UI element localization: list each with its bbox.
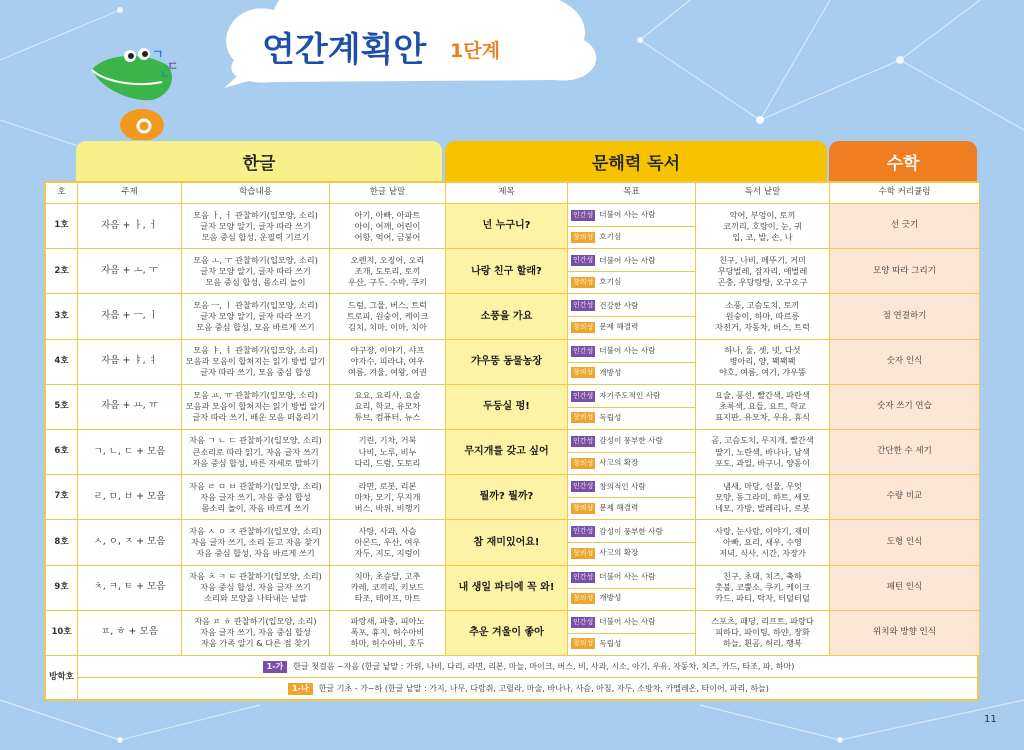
cell-line: 요술, 풍선, 빨간색, 파란색 xyxy=(715,390,810,401)
row-book-title: 내 생일 파티에 꼭 와! xyxy=(446,565,568,610)
cell-line: 요리, 학교, 유모차 xyxy=(354,401,421,412)
goal-badge: 창의성 xyxy=(573,368,594,377)
goal-badge: 창의성 xyxy=(573,548,594,557)
cell-line: 김치, 치마, 이마, 치아 xyxy=(348,322,427,332)
row-words xyxy=(330,475,446,520)
cell-line: 사랑, 눈사람, 이야기, 재미 xyxy=(715,525,810,536)
goal-text: 문제 해결력 xyxy=(599,503,639,513)
table-row xyxy=(46,294,980,339)
row-goal xyxy=(568,294,696,339)
cell-line: 악어, 부엉이, 토끼 xyxy=(729,209,796,220)
goal-line-2 xyxy=(568,407,695,428)
cell-line: 파랑새, 파충, 피아노 xyxy=(350,616,425,627)
cell-line: 친구, 초대, 치즈, 축하 xyxy=(723,571,802,581)
crocodile-mascot-icon xyxy=(82,40,192,140)
row-read-words xyxy=(696,520,830,565)
goal-badge: 인간성 xyxy=(573,437,594,446)
row-content xyxy=(182,204,330,249)
table-row xyxy=(46,384,980,429)
row-math: 숫자 쓰기 연습 xyxy=(830,384,980,429)
row-words xyxy=(330,294,446,339)
row-content xyxy=(182,610,330,655)
row-number: 4호 xyxy=(46,339,78,384)
cell-line: 카드, 파티, 탁자, 터덜터덜 xyxy=(715,593,810,604)
cell-line: 촛불, 코뿔소, 쿠키, 케이크 xyxy=(715,582,810,593)
goal-badge: 창의성 xyxy=(573,458,594,467)
row-content xyxy=(182,384,330,429)
header-content: 학습내용 xyxy=(182,183,330,204)
header-goal: 목표 xyxy=(568,183,696,204)
cell-line: 자전거, 자동차, 버스, 트럭 xyxy=(715,322,810,332)
row-read-words xyxy=(696,610,830,655)
goal-text: 호기심 xyxy=(599,277,622,287)
cell-line: 폭포, 휴지, 허수아비 xyxy=(350,627,425,638)
cell-line: 하늘, 흰곰, 허리, 행복 xyxy=(723,638,802,649)
goal-line-1 xyxy=(568,250,695,271)
cell-line: 모음 ㅑ, ㅕ 관찰하기(입모양, 소리) xyxy=(193,345,318,356)
cell-line: 몸소리 놀이, 자음 바르게 쓰기 xyxy=(201,502,310,513)
row-goal xyxy=(568,565,696,610)
row-content xyxy=(182,520,330,565)
svg-text:ㄱ: ㄱ xyxy=(152,47,164,61)
cell-line: 자음 중심 합성, 자음 글자 쓰기 xyxy=(200,582,311,593)
goal-badge: 창의성 xyxy=(573,594,594,603)
goal-badge: 인간성 xyxy=(573,572,594,581)
row-math: 선 긋기 xyxy=(830,204,980,249)
row-goal xyxy=(568,429,696,474)
cell-line: 기린, 기차, 거북 xyxy=(358,435,417,446)
cell-line: 사탕, 사과, 사슴 xyxy=(358,525,417,536)
goal-text: 더불어 사는 사람 xyxy=(599,255,656,265)
table-row xyxy=(46,249,980,294)
cell-line: 조개, 도토리, 토끼 xyxy=(354,265,421,276)
cell-line: 친구, 나비, 메뚜기, 거미 xyxy=(719,254,806,265)
row-book-title: 두둥실 펑! xyxy=(446,384,568,429)
cell-line: 글자 모양 알기, 글자 따라 쓰기 xyxy=(200,265,311,276)
goal-line-1 xyxy=(568,431,695,452)
row-content xyxy=(182,429,330,474)
cell-line: 큰소리로 따라 읽기, 자음 글자 쓰기 xyxy=(192,446,319,457)
header-words: 한글 낱말 xyxy=(330,183,446,204)
goal-badge: 창의성 xyxy=(573,322,594,331)
vacation-badge-2: 1-나 xyxy=(288,683,313,695)
cell-line: 야자수, 피라냐, 여우 xyxy=(350,356,425,367)
row-read-words xyxy=(696,384,830,429)
cell-line: 네모, 가방, 발레리나, 로봇 xyxy=(715,502,810,513)
row-content xyxy=(182,294,330,339)
goal-line-2 xyxy=(568,316,695,337)
goal-text: 사고의 확장 xyxy=(599,457,639,467)
row-math: 위치와 방향 인식 xyxy=(830,610,980,655)
goal-line-2 xyxy=(568,497,695,518)
goal-text: 감성이 풍부한 사람 xyxy=(599,526,663,536)
header-read-words: 독서 낱말 xyxy=(696,183,830,204)
category-math: 수학 xyxy=(829,141,977,181)
goal-text: 사고의 확장 xyxy=(599,548,639,558)
row-topic: ㅅ, ㅇ, ㅈ + 모음 xyxy=(78,520,182,565)
goal-badge: 인간성 xyxy=(573,211,594,220)
goal-badge: 창의성 xyxy=(573,639,594,648)
cell-line: 자음 ㅍ ㅎ 관찰하기(입모양, 소리) xyxy=(194,616,317,627)
cell-line: 아빠, 요리, 새우, 수영 xyxy=(723,536,802,547)
cell-line: 모음 중심 합성, 운필력 기르기 xyxy=(201,231,310,242)
row-book-title: 소풍을 가요 xyxy=(446,294,568,339)
goal-line-2 xyxy=(568,542,695,563)
cell-line: 자음 중심 합성, 바른 자세로 말하기 xyxy=(192,457,319,468)
vacation-line-1 xyxy=(78,656,980,678)
row-content xyxy=(182,475,330,520)
row-number: 5호 xyxy=(46,384,78,429)
row-topic: ㄱ, ㄴ, ㄷ + 모음 xyxy=(78,429,182,474)
row-words xyxy=(330,384,446,429)
table-header-row xyxy=(46,183,980,204)
cell-line: 하나, 둘, 셋, 넷, 다섯 xyxy=(724,345,801,356)
goal-line-1 xyxy=(568,386,695,407)
goal-text: 더불어 사는 사람 xyxy=(599,617,656,627)
row-number: 3호 xyxy=(46,294,78,339)
cell-line: 모음 ㅡ, ㅣ 관찰하기(입모양, 소리) xyxy=(193,299,318,310)
cell-line: 여름, 겨울, 여왕, 여권 xyxy=(348,367,427,378)
goal-line-2 xyxy=(568,362,695,383)
goal-badge: 창의성 xyxy=(573,503,594,512)
cell-line: 소풍, 고슴도치, 토끼 xyxy=(725,299,800,310)
goal-line-1 xyxy=(568,476,695,497)
cell-line: 자음 ㄹ ㅁ ㅂ 관찰하기(입모양, 소리) xyxy=(189,480,322,491)
row-book-title: 넌 누구니? xyxy=(446,204,568,249)
row-math: 패턴 인식 xyxy=(830,565,980,610)
cell-line: 마차, 모기, 무지개 xyxy=(354,491,421,502)
goal-text: 더불어 사는 사람 xyxy=(599,346,656,356)
cell-line: 모음 ㅏ, ㅓ 관찰하기(입모양, 소리) xyxy=(193,209,318,220)
cell-line: 오렌지, 오징어, 오리 xyxy=(350,254,425,265)
row-math: 도형 인식 xyxy=(830,520,980,565)
row-topic: 자음 + ㅑ, ㅕ xyxy=(78,339,182,384)
header-book: 제목 xyxy=(446,183,568,204)
row-read-words xyxy=(696,249,830,294)
goal-line-1 xyxy=(568,567,695,588)
cell-line: 치마, 초승달, 고추 xyxy=(354,571,421,581)
cell-line: 하마, 허수아비, 호두 xyxy=(350,638,425,649)
row-words xyxy=(330,339,446,384)
cell-line: 코끼리, 호랑이, 눈, 귀 xyxy=(723,220,802,231)
cell-line: 자음 ㅅ ㅇ ㅈ 관찰하기(입모양, 소리) xyxy=(189,525,322,536)
row-read-words xyxy=(696,565,830,610)
cell-line: 자음 가족 알기 & 다른 점 찾기 xyxy=(200,638,310,649)
cell-line: 병아리, 양, 꽥꽥꽥 xyxy=(729,356,796,367)
cell-line: 모음 중심 합성, 몸소리 놀이 xyxy=(205,276,306,287)
row-book-title: 추운 겨울이 좋아 xyxy=(446,610,568,655)
cell-line: 글자 따라 쓰기, 모음 중심 합성 xyxy=(200,367,311,378)
row-number: 10호 xyxy=(46,610,78,655)
cell-line: 카레, 코끼리, 키보드 xyxy=(350,582,425,593)
goal-line-2 xyxy=(568,633,695,654)
goal-line-2 xyxy=(568,588,695,609)
row-number: 1호 xyxy=(46,204,78,249)
row-math: 간단한 수 세기 xyxy=(830,429,980,474)
svg-text:ㄴ: ㄴ xyxy=(160,70,170,81)
goal-line-2 xyxy=(568,452,695,473)
goal-text: 개방성 xyxy=(599,593,622,603)
row-topic: ㅊ, ㅋ, ㅌ + 모음 xyxy=(78,565,182,610)
goal-line-1 xyxy=(568,521,695,542)
row-words xyxy=(330,520,446,565)
goal-badge: 인간성 xyxy=(573,391,594,400)
row-topic: 자음 + ㅛ, ㅠ xyxy=(78,384,182,429)
goal-line-1 xyxy=(568,341,695,362)
cell-line: 모음 ㅛ, ㅠ 관찰하기(입모양, 소리) xyxy=(193,390,318,401)
table-row xyxy=(46,475,980,520)
cell-line: 아이, 어깨, 어린이 xyxy=(354,220,421,231)
table-row xyxy=(46,610,980,655)
row-goal xyxy=(568,249,696,294)
row-read-words xyxy=(696,339,830,384)
table-row xyxy=(46,339,980,384)
table-row xyxy=(46,520,980,565)
cell-line: 스포츠, 패딩, 리프트, 파랑다 xyxy=(711,616,814,627)
cell-line: 자음 ㄱ ㄴ ㄷ 관찰하기(입모양, 소리) xyxy=(189,435,322,446)
row-read-words xyxy=(696,204,830,249)
goal-text: 창의적인 사람 xyxy=(599,481,646,491)
cell-line: 라면, 로봇, 리본 xyxy=(358,480,417,491)
cell-line: 모음 ㅗ, ㅜ 관찰하기(입모양, 소리) xyxy=(193,254,318,265)
goal-text: 자기주도적인 사람 xyxy=(599,391,661,401)
cell-line: 요요, 요리사, 요술 xyxy=(354,390,421,401)
row-goal xyxy=(568,520,696,565)
cell-line: 야호, 여름, 여기, 갸우뚱 xyxy=(719,367,806,378)
row-number: 7호 xyxy=(46,475,78,520)
cell-line: 어항, 억어, 금붕어 xyxy=(354,231,421,242)
cell-line: 포도, 과일, 바구니, 양동이 xyxy=(715,457,810,468)
cell-line: 트로피, 원숭이, 케이크 xyxy=(346,310,429,321)
cell-line: 글자 따라 쓰기, 배운 모음 떠올리기 xyxy=(192,412,319,423)
row-read-words xyxy=(696,475,830,520)
row-content xyxy=(182,339,330,384)
row-content xyxy=(182,249,330,294)
category-hangul: 한글 xyxy=(76,141,442,181)
cell-line: 곤충, 우당탕탕, 오구오구 xyxy=(717,276,808,287)
goal-badge: 인간성 xyxy=(573,482,594,491)
row-topic: 자음 + ㅗ, ㅜ xyxy=(78,249,182,294)
cell-line: 무당벌레, 잠자리, 애벌레 xyxy=(717,265,808,276)
row-goal xyxy=(568,204,696,249)
row-number: 2호 xyxy=(46,249,78,294)
goal-text: 문제 해결력 xyxy=(599,322,639,332)
cell-line: 다리, 드럼, 도토리 xyxy=(354,457,421,468)
row-words xyxy=(330,610,446,655)
row-read-words xyxy=(696,429,830,474)
goal-text: 더불어 사는 사람 xyxy=(599,571,656,581)
row-goal xyxy=(568,475,696,520)
cell-line: 곰, 고슴도치, 무지개, 빨간색 xyxy=(711,435,814,446)
goal-text: 독립성 xyxy=(599,638,622,648)
vacation-row-1 xyxy=(46,656,980,678)
goal-badge: 인간성 xyxy=(573,301,594,310)
goal-line-2 xyxy=(568,226,695,247)
header-math: 수학 커리큘럼 xyxy=(830,183,980,204)
goal-badge: 인간성 xyxy=(573,527,594,536)
row-math: 점 연결하기 xyxy=(830,294,980,339)
row-topic: 자음 + ㅡ, ㅣ xyxy=(78,294,182,339)
row-number: 6호 xyxy=(46,429,78,474)
cell-line: 나비, 노루, 비누 xyxy=(358,446,417,457)
cell-line: 자두, 지도, 지렁이 xyxy=(354,547,421,558)
cell-line: 모음과 모음이 합쳐지는 읽기 방법 알기 xyxy=(185,401,326,412)
cell-line: 냄새, 마당, 선물, 무엇 xyxy=(723,480,802,491)
goal-line-1 xyxy=(568,295,695,316)
vacation-text-2: 한글 기초 - 가~하 (한글 낱말 : 가지, 나무, 다람쥐, 고릴라, 마술, 바나나, 사슴, 아침, 자두, 소방차, 카멜레온, 타이어, 파리, 하늘) xyxy=(318,683,769,693)
table-row xyxy=(46,429,980,474)
cell-line: 튜브, 컴퓨터, 뉴스 xyxy=(354,412,421,423)
row-book-title: 무지개를 갖고 싶어 xyxy=(446,429,568,474)
goal-text: 감성이 풍부한 사람 xyxy=(599,436,663,446)
goal-badge: 인간성 xyxy=(573,256,594,265)
row-math: 수량 비교 xyxy=(830,475,980,520)
page-title: 연간계획안 xyxy=(262,30,427,70)
vacation-label: 방학호 xyxy=(46,656,78,700)
cell-line: 드럼, 그물, 버스, 트럭 xyxy=(348,299,427,310)
goal-line-1 xyxy=(568,205,695,226)
goal-badge: 창의성 xyxy=(573,413,594,422)
page-number: 11 xyxy=(984,714,997,725)
goal-line-2 xyxy=(568,271,695,292)
goal-text: 호기심 xyxy=(599,231,622,241)
goal-line-1 xyxy=(568,612,695,633)
svg-text:ㄷ: ㄷ xyxy=(167,59,179,73)
cell-line: 우산, 구두, 수박, 쿠키 xyxy=(348,276,427,287)
vacation-text-1: 한글 첫걸음 ~자음 (한글 낱말 : 가위, 나비, 다리, 라면, 리본, 마늘, 마이크, 버스, 비, 사과, 시소, 아기, 우유, 자동차, 치즈, 카드, 타조, 파, 하마) xyxy=(293,661,795,671)
row-math: 모양 따라 그리기 xyxy=(830,249,980,294)
cell-line: 아기, 아빠, 아파트 xyxy=(354,209,421,220)
cell-line: 자음 ㅊ ㅋ ㅌ 관찰하기(입모양, 소리) xyxy=(189,571,322,581)
cell-line: 원숭이, 하마, 따르릉 xyxy=(725,310,800,321)
category-reading: 문해력 독서 xyxy=(445,141,827,181)
header-num: 호 xyxy=(46,183,78,204)
cell-line: 모음과 모음이 합쳐지는 읽기 방법 알기 xyxy=(185,356,326,367)
goal-text: 더불어 사는 사람 xyxy=(599,210,656,220)
goal-badge: 창의성 xyxy=(573,232,594,241)
cell-line: 야구장, 이야기, 샤프 xyxy=(350,345,425,356)
row-words xyxy=(330,565,446,610)
goal-text: 개방성 xyxy=(599,367,622,377)
cell-line: 타조, 테이프, 마트 xyxy=(354,593,421,604)
row-goal xyxy=(568,610,696,655)
row-read-words xyxy=(696,294,830,339)
row-book-title: 나랑 친구 할래? xyxy=(446,249,568,294)
cell-line: 자음 글자 쓰기, 자음 중심 합성 xyxy=(200,491,311,502)
cell-line: 모양, 동그라미, 하트, 세모 xyxy=(715,491,810,502)
cell-line: 소리와 모양을 나타내는 낱말 xyxy=(204,593,307,604)
row-content xyxy=(182,565,330,610)
row-math: 숫자 인식 xyxy=(830,339,980,384)
vacation-row-2 xyxy=(46,678,980,700)
goal-badge: 인간성 xyxy=(573,346,594,355)
goal-text: 독립성 xyxy=(599,412,622,422)
cell-line: 버스, 바위, 비행기 xyxy=(354,502,421,513)
cell-line: 딸기, 노란색, 바나나, 남색 xyxy=(715,446,810,457)
cell-line: 글자 모양 알기, 글자 따라 쓰기 xyxy=(200,220,311,231)
table-row xyxy=(46,204,980,249)
row-topic: ㅍ, ㅎ + 모음 xyxy=(78,610,182,655)
goal-badge: 창의성 xyxy=(573,277,594,286)
page-subtitle: 1단계 xyxy=(450,40,500,62)
row-words xyxy=(330,204,446,249)
vacation-line-2 xyxy=(78,678,980,700)
goal-text: 건강한 사람 xyxy=(599,300,639,310)
cell-line: 피하다, 파이팅, 하얀, 장화 xyxy=(715,627,810,638)
table-row xyxy=(46,565,980,610)
row-book-title: 갸우뚱 동물농장 xyxy=(446,339,568,384)
cell-line: 표지판, 유모차, 우유, 휴식 xyxy=(715,412,810,423)
row-topic: 자음 + ㅏ, ㅓ xyxy=(78,204,182,249)
row-book-title: 참 재미있어요! xyxy=(446,520,568,565)
cell-line: 저녁, 식사, 시간, 자장가 xyxy=(719,547,806,558)
cell-line: 입, 코, 발, 손, 나 xyxy=(732,231,793,242)
cell-line: 초록색, 요들, 요트, 학교 xyxy=(719,401,806,412)
row-goal xyxy=(568,384,696,429)
row-words xyxy=(330,249,446,294)
row-topic: ㄹ, ㅁ, ㅂ + 모음 xyxy=(78,475,182,520)
cell-line: 모음 중심 합성, 모음 바르게 쓰기 xyxy=(196,322,315,332)
cell-line: 자음 글자 쓰기, 자음 중심 합성 xyxy=(200,627,311,638)
goal-badge: 인간성 xyxy=(573,617,594,626)
vacation-badge-1: 1-가 xyxy=(263,661,288,673)
row-number: 9호 xyxy=(46,565,78,610)
cell-line: 자음 중심 합성, 자음 바르게 쓰기 xyxy=(196,547,315,558)
row-number: 8호 xyxy=(46,520,78,565)
cell-line: 글자 모양 알기, 글자 따라 쓰기 xyxy=(200,310,311,321)
row-book-title: 뭘까? 뭘까? xyxy=(446,475,568,520)
cell-line: 자음 글자 쓰기, 소리 듣고 자음 찾기 xyxy=(191,536,320,547)
cell-line: 아몬드, 우산, 여우 xyxy=(354,536,421,547)
row-words xyxy=(330,429,446,474)
header-topic: 주제 xyxy=(78,183,182,204)
annual-plan-table xyxy=(44,181,978,701)
row-goal xyxy=(568,339,696,384)
